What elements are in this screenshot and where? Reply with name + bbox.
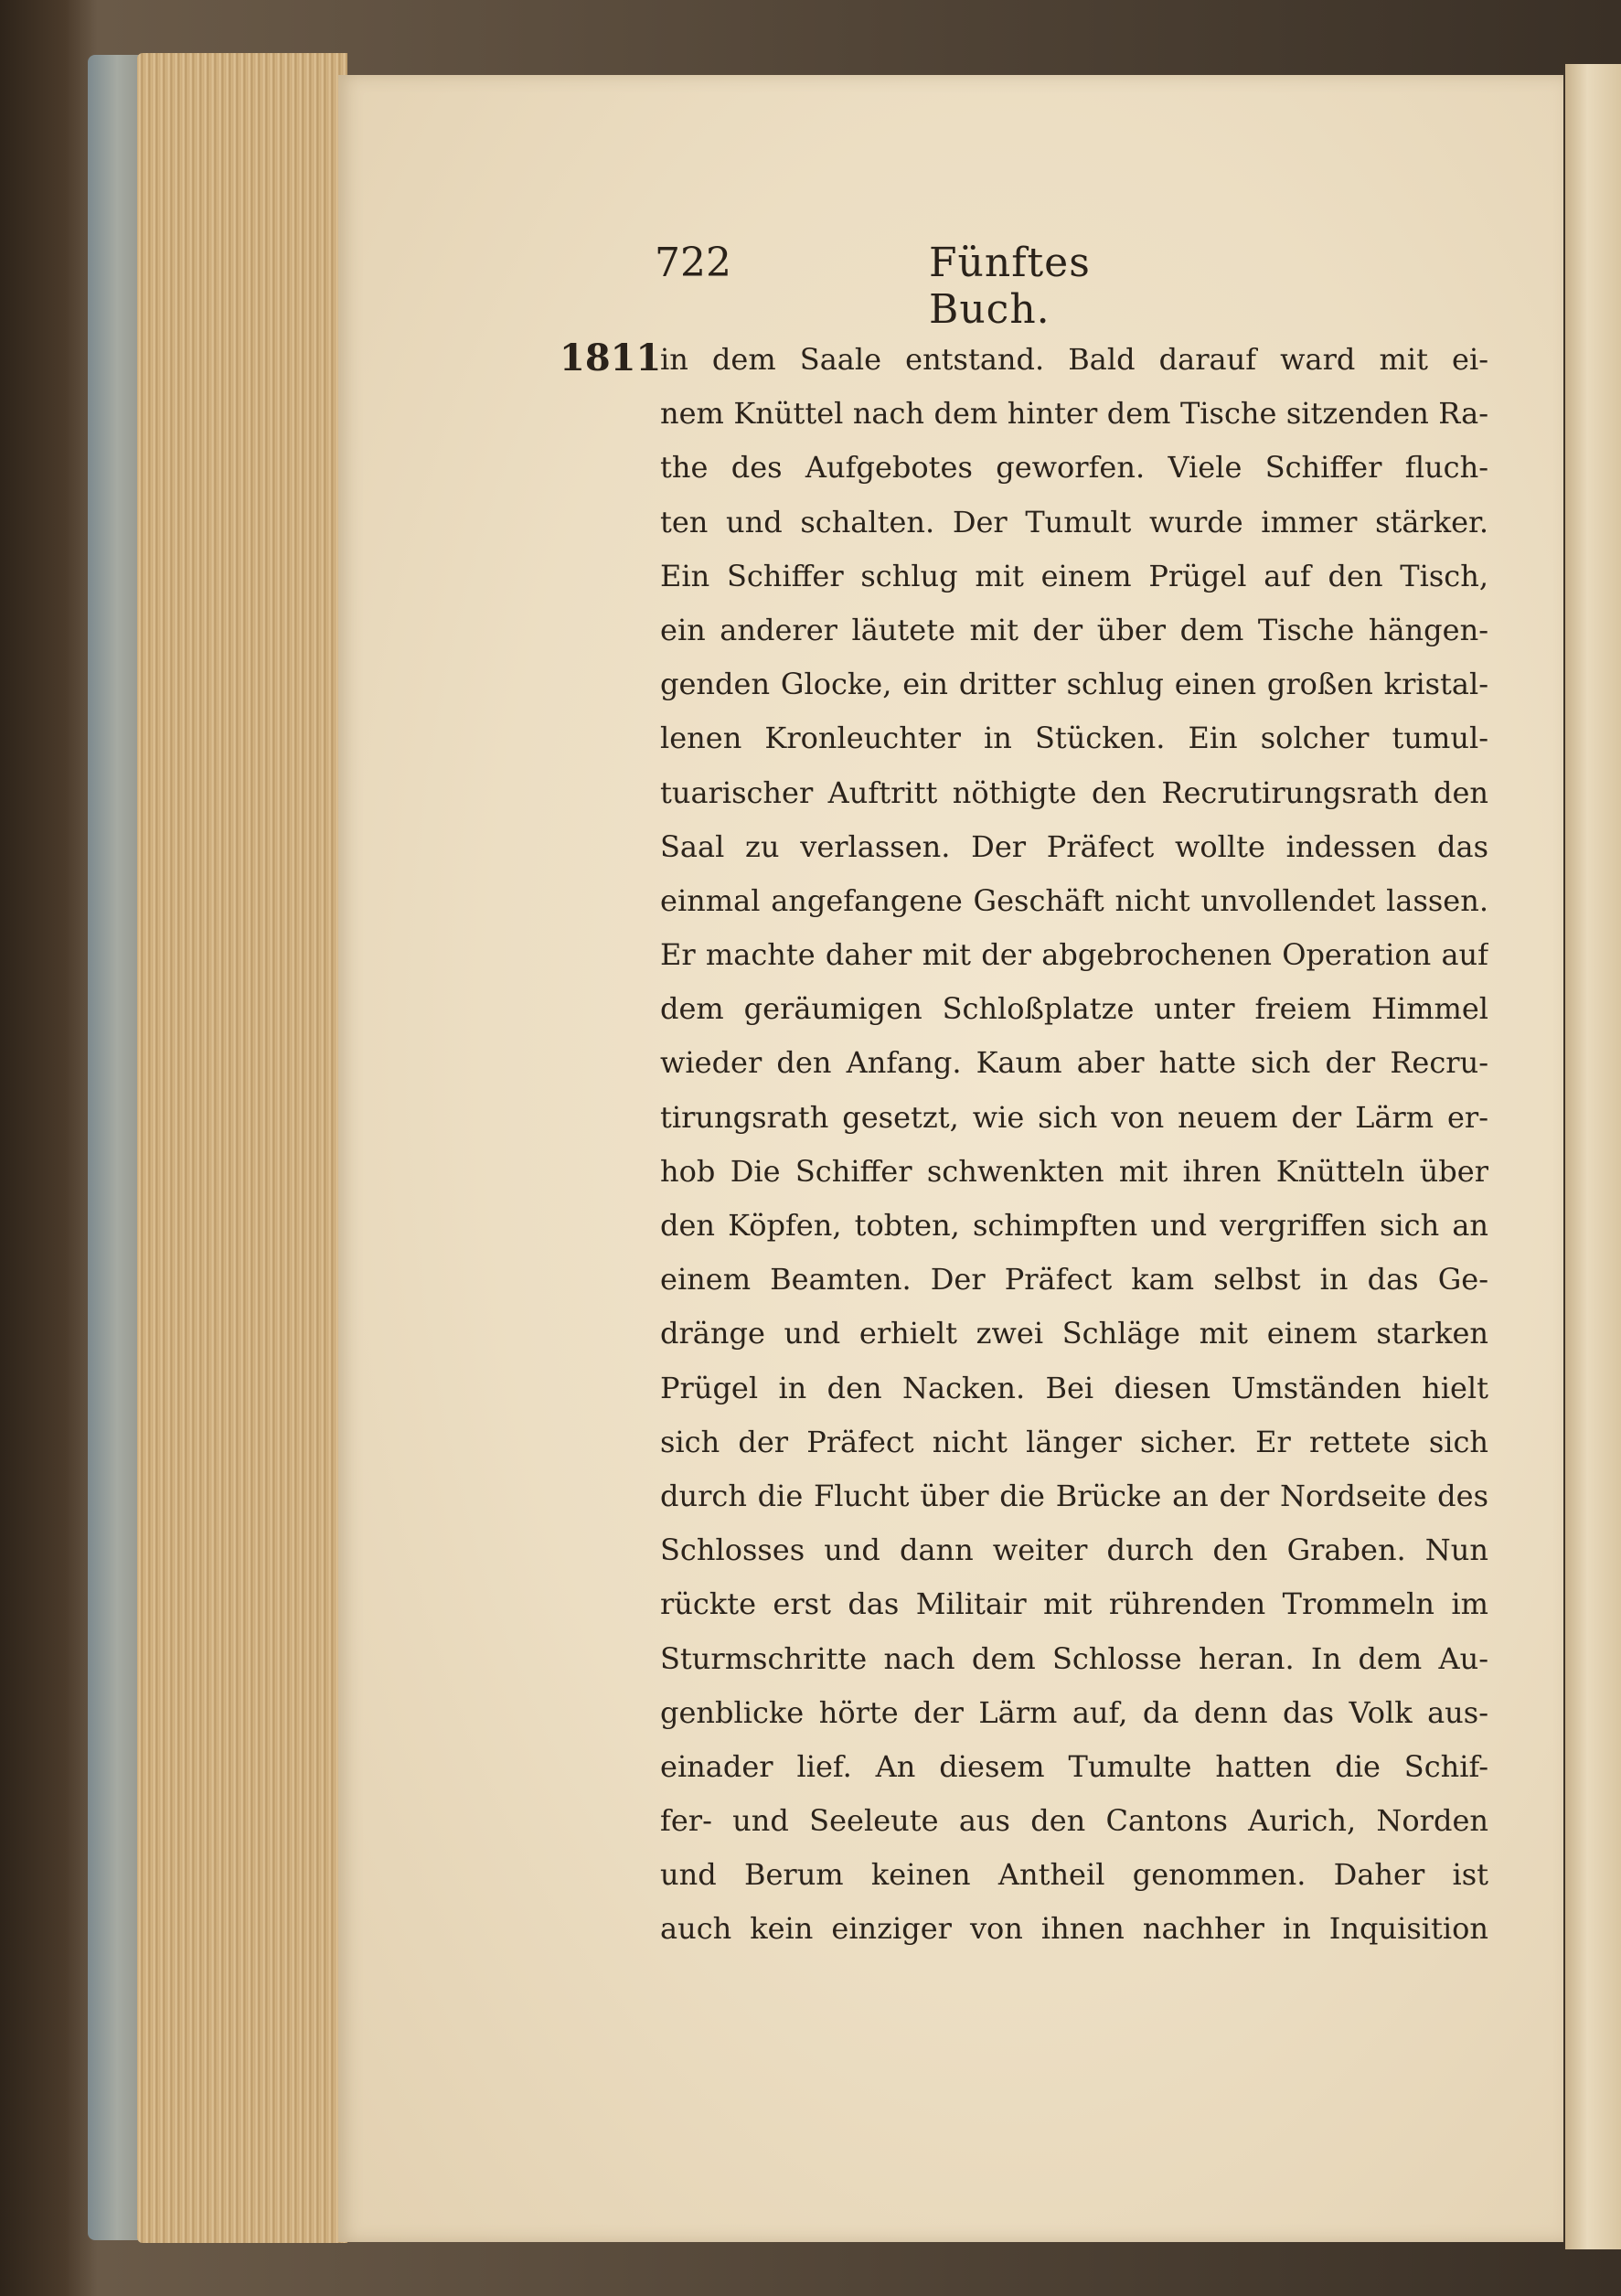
text-line: lenen Kronleuchter in Stücken. Ein solcher tumul- — [660, 721, 1488, 756]
body-text — [660, 333, 1488, 1957]
text-line: genden Glocke, ein dritter schlug einen großen kristal- — [660, 667, 1488, 702]
text-line: ein anderer läutete mit der über dem Tische hängen- — [660, 612, 1488, 647]
text-line: dem geräumigen Schloßplatze unter freiem Himmel — [660, 991, 1488, 1027]
text-line: auch kein einziger von ihnen nachher in Inquisition — [660, 1911, 1488, 1947]
text-line: Ein Schiffer schlug mit einem Prügel auf den Tisch, — [660, 558, 1488, 593]
text-line: sich der Präfect nicht länger sicher. Er rettete sich — [660, 1424, 1488, 1459]
text-line: durch die Flucht über die Brücke an der Nordseite des — [660, 1478, 1488, 1513]
text-line: Prügel in den Nacken. Bei diesen Umständen hielt — [660, 1370, 1488, 1405]
text-line: hob Die Schiffer schwenkten mit ihren Knütteln über — [660, 1153, 1488, 1189]
page-stack-edges — [137, 53, 347, 2243]
text-line: Er machte daher mit der abgebrochenen Operation auf — [660, 937, 1488, 973]
text-line: wieder den Anfang. Kaum aber hatte sich der Recru- — [660, 1045, 1488, 1081]
page-number: 722 — [655, 240, 731, 286]
text-line: Saal zu verlassen. Der Präfect wollte indessen das — [660, 828, 1488, 864]
text-line: den Köpfen, tobten, schimpften und vergriffen sich an — [660, 1208, 1488, 1243]
text-line: the des Aufgebotes geworfen. Viele Schiffer fluch- — [660, 450, 1488, 486]
text-line: einader lief. An diesem Tumulte hatten die Schif- — [660, 1748, 1488, 1784]
text-line: genblicke hörte der Lärm auf, da denn das Volk aus- — [660, 1694, 1488, 1730]
text-line: einmal angefangene Geschäft nicht unvollendet lassen. — [660, 882, 1488, 918]
page-header — [655, 240, 1203, 333]
text-line: Schlosses und dann weiter durch den Graben. Nun — [660, 1532, 1488, 1568]
text-line: tirungsrath gesetzt, wie sich von neuem der Lärm er- — [660, 1099, 1488, 1135]
text-line: und Berum keinen Antheil genommen. Daher ist — [660, 1857, 1488, 1893]
text-line: dränge und erhielt zwei Schläge mit einem starken — [660, 1316, 1488, 1351]
text-line: Sturmschritte nach dem Schlosse heran. In dem Au- — [660, 1640, 1488, 1676]
text-line: nem Knüttel nach dem hinter dem Tische sitzenden Ra- — [660, 396, 1488, 432]
facing-page-edge — [1565, 64, 1621, 2249]
text-line: rückte erst das Militair mit rührenden Trommeln im — [660, 1586, 1488, 1622]
text-line: fer- und Seeleute aus den Cantons Aurich, Norden — [660, 1803, 1488, 1839]
text-line: einem Beamten. Der Präfect kam selbst in das Ge- — [660, 1262, 1488, 1298]
text-line: tuarischer Auftritt nöthigte den Recrutirungsrath den — [660, 774, 1488, 810]
margin-year: 1811 — [560, 336, 662, 379]
running-title: Fünftes Buch. — [929, 240, 1091, 333]
text-line: in dem Saale entstand. Bald darauf ward mit ei- — [660, 342, 1488, 377]
text-line: ten und schalten. Der Tumult wurde immer stärker. — [660, 504, 1488, 539]
